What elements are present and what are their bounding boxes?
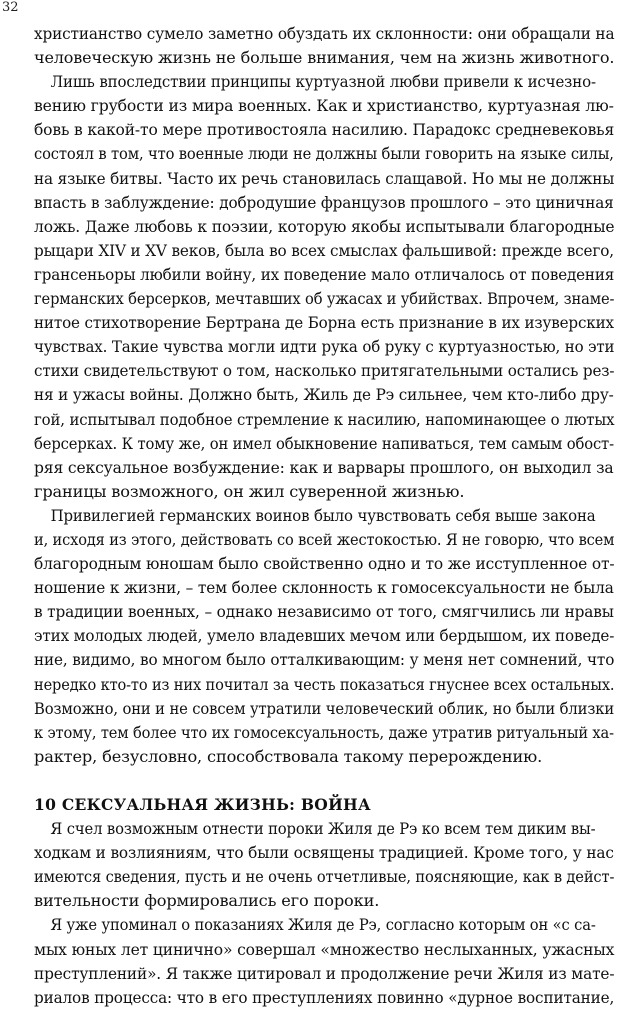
text-line: христианство сумело заметно обуздать их склонности: они обращали на <box>34 24 615 43</box>
section-heading: 10 СЕКСУАЛЬНАЯ ЖИЗНЬ: ВОЙНА <box>34 795 371 814</box>
text-line: вению грубости из мира военных. Как и христианство, куртуазная лю- <box>34 96 614 116</box>
text-line: Лишь впоследствии принципы куртуазной любви привели к исчезно- <box>50 72 596 92</box>
text-line: состоял в том, что военные люди не должны были говорить на языке силы, <box>34 144 614 164</box>
text-line: Я счел возможным отнести пороки Жиля де Рэ ко всем тем диким вы- <box>50 819 596 839</box>
text-line: Привилегией германских воинов было чувствовать себя выше закона <box>50 505 596 525</box>
text-line: к этому, тем более что их гомосексуальность, даже утратив ритуальный ха- <box>34 722 614 742</box>
text-line: и, исходя из этого, действовать со всей жестокостью. Я не говорю, что всем <box>34 529 615 549</box>
text-line: мых юных лет цинично» совершал «множество неслыханных, ужасных <box>34 939 615 959</box>
text-line: рактер, безусловно, способствовала такому перерождению. <box>34 746 543 766</box>
text-line: бовь в какой-то мере противостояла насилию. Парадокс средневековья <box>34 120 615 140</box>
text-line: ряя сексуальное возбуждение: как и варвары прошлого, он выходил за <box>34 457 614 477</box>
page-number: 32 <box>2 0 19 15</box>
text-line: Я уже упоминал о показаниях Жиля де Рэ, согласно которым он «с са- <box>50 915 596 935</box>
text-line: ношение к жизни, – тем более склонность к гомосексуальности не была <box>34 578 614 598</box>
text-line: грансеньоры любили войну, их поведение мало отличалось от поведения <box>34 264 615 284</box>
body-text <box>34 22 614 1010</box>
text-line: ня и ужасы войны. Должно быть, Жиль де Рэ сильнее, чем кто-либо дру- <box>34 385 614 405</box>
section-gap <box>34 769 614 793</box>
text-line: гой, испытывал подобное стремление к насилию, напоминающее о лютых <box>34 409 615 429</box>
text-line: чувствах. Такие чувства могли идти рука об руку с куртуазностью, но эти <box>34 337 615 357</box>
text-line: впасть в заблуждение: добродушие французов прошлого – это циничная <box>34 192 614 212</box>
text-line: германских берсерков, мечтавших об ужасах и убийствах. Впрочем, знаме- <box>34 289 615 309</box>
text-line: риалов процесса: что в его преступлениях повинно «дурное воспитание, <box>34 987 615 1007</box>
text-line: имеются сведения, пусть и не очень отчетливые, поясняющие, как в дейст- <box>34 867 615 887</box>
text-line: границы возможного, он жил суверенной жизнью. <box>34 481 465 501</box>
text-block-2 <box>34 817 614 1010</box>
text-line: рыцари XIV и XV веков, была во всех смыслах фальшивой: прежде всего, <box>34 240 614 260</box>
text-line: ходкам и возлияниям, что были освящены традицией. Кроме того, у нас <box>34 843 614 863</box>
text-line: нитое стихотворение Бертрана де Борна есть признание в их изуверских <box>34 313 614 333</box>
text-line: ние, видимо, во многом было отталкивающим: у меня нет сомнений, что <box>34 650 615 670</box>
text-line: ложь. Даже любовь к поэзии, которую якобы испытывали благородные <box>34 216 615 236</box>
text-line: человеческую жизнь не больше внимания, чем на жизнь животного. <box>34 48 615 68</box>
text-block-1 <box>34 22 614 769</box>
text-line: благородным юношам было свойственно одно и то же исступленное от- <box>34 554 615 574</box>
text-line: нередко кто-то из них почитал за честь показаться гнуснее всех остальных. <box>34 674 615 694</box>
text-line: этих молодых людей, умело владевших мечом или бердышом, их поведе- <box>34 626 615 646</box>
text-line: вительности формировались его пороки. <box>34 891 380 911</box>
text-line: преступлений». Я также цитировал и продолжение речи Жиля из мате- <box>34 963 615 983</box>
text-line: на языке битвы. Часто их речь становилась слащавой. Но мы не должны <box>34 168 615 188</box>
text-line: стихи свидетельствуют о том, насколько притягательными остались рез- <box>34 361 615 381</box>
text-line: в традиции военных, – однако независимо от того, смягчились ли нравы <box>34 602 614 622</box>
text-line: Возможно, они и не совсем утратили человеческий облик, но были близки <box>34 698 615 718</box>
text-line: берсерках. К тому же, он имел обыкновение напиваться, тем самым обост- <box>34 433 614 453</box>
